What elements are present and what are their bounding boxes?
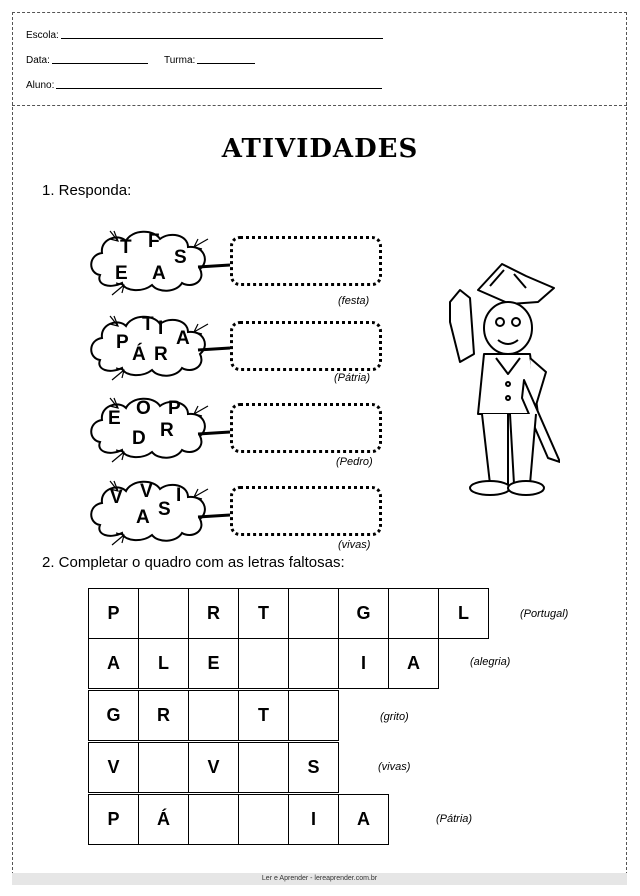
page-title: ATIVIDADES <box>221 134 419 164</box>
grid-cell[interactable] <box>238 742 289 793</box>
header-divider <box>12 105 627 106</box>
grid-row <box>88 638 438 689</box>
cloud-letter: S <box>174 247 187 268</box>
cloud-letter: E <box>108 408 121 429</box>
grid-cell[interactable]: I <box>288 794 339 845</box>
grid-row <box>88 742 338 793</box>
grid-cell[interactable]: L <box>438 588 489 639</box>
footer: Ler e Aprender - lereaprender.com.br <box>12 873 627 885</box>
cloud-letter: P <box>116 332 129 353</box>
grid-cell[interactable] <box>288 638 339 689</box>
answer-box[interactable] <box>230 236 382 286</box>
grid-cell[interactable] <box>388 588 439 639</box>
grid-cell[interactable]: R <box>138 690 189 741</box>
turma-line <box>197 62 255 64</box>
cloud-letter: Á <box>132 344 146 365</box>
grid-cell[interactable]: S <box>288 742 339 793</box>
cloud-letter: I <box>176 485 182 506</box>
escola-line <box>61 37 383 39</box>
cloud-letter: A <box>136 507 150 528</box>
grid-cell[interactable] <box>188 794 239 845</box>
grid-cell[interactable]: G <box>338 588 389 639</box>
grid-cell[interactable]: T <box>238 588 289 639</box>
data-label: Data: <box>26 55 50 66</box>
cloud-letter: E <box>115 263 128 284</box>
aluno-line <box>56 87 382 89</box>
grid-row <box>88 690 338 741</box>
data-line <box>52 62 148 64</box>
answer-hint: (festa) <box>338 295 370 307</box>
answer-hint: (vivas) <box>338 539 371 551</box>
grid-cell[interactable] <box>138 588 189 639</box>
grid-cell[interactable]: E <box>188 638 239 689</box>
cloud-letter: F <box>148 231 160 252</box>
cloud-letter: P <box>168 398 181 419</box>
sailor-illustration <box>430 262 560 497</box>
cloud-letter: R <box>154 344 168 365</box>
answer-hint: (Pedro) <box>336 456 373 468</box>
grid-cell[interactable]: P <box>88 794 139 845</box>
question-1-label: 1. Responda: <box>42 182 132 199</box>
grid-cell[interactable]: G <box>88 690 139 741</box>
grid-cell[interactable]: I <box>338 638 389 689</box>
cloud-row <box>88 392 388 472</box>
escola-label: Escola: <box>26 30 59 41</box>
grid-row-hint: (Pátria) <box>436 813 473 825</box>
cloud-letter: T <box>120 237 132 258</box>
cloud-row <box>88 310 388 390</box>
cloud-row <box>88 225 388 305</box>
grid-cell[interactable] <box>188 690 239 741</box>
grid-cell[interactable]: V <box>88 742 139 793</box>
cloud-letter: T <box>142 314 154 335</box>
cloud-letter: S <box>158 499 171 520</box>
grid-cell[interactable]: P <box>88 588 139 639</box>
grid-cell[interactable]: L <box>138 638 189 689</box>
cloud-letter: A <box>152 263 166 284</box>
aluno-label: Aluno: <box>26 80 55 91</box>
cloud-letter: I <box>158 318 164 339</box>
grid-cell[interactable]: A <box>88 638 139 689</box>
grid-cell[interactable]: R <box>188 588 239 639</box>
cloud-letter: D <box>132 428 146 449</box>
turma-label: Turma: <box>164 55 196 66</box>
cloud-row <box>88 475 388 555</box>
grid-row <box>88 588 488 639</box>
grid-cell[interactable]: A <box>388 638 439 689</box>
grid-cell[interactable] <box>288 690 339 741</box>
answer-box[interactable] <box>230 486 382 536</box>
cloud-letter: O <box>136 398 151 419</box>
answer-hint: (Pátria) <box>334 372 371 384</box>
answer-box[interactable] <box>230 321 382 371</box>
grid-cell[interactable] <box>238 794 289 845</box>
data-field[interactable] <box>26 55 148 66</box>
grid-cell[interactable] <box>288 588 339 639</box>
cloud-letter: A <box>176 328 190 349</box>
grid-cell[interactable]: A <box>338 794 389 845</box>
grid-cell[interactable]: V <box>188 742 239 793</box>
grid-row <box>88 794 388 845</box>
grid-row-hint: (vivas) <box>378 761 411 773</box>
grid-cell[interactable] <box>238 638 289 689</box>
aluno-field[interactable] <box>26 80 382 91</box>
grid-row-hint: (Portugal) <box>520 608 569 620</box>
question-2-label: 2. Completar o quadro com as letras faltosas: <box>42 554 345 571</box>
cloud-letter: R <box>160 420 174 441</box>
grid-row-hint: (alegria) <box>470 656 511 668</box>
grid-cell[interactable]: Á <box>138 794 189 845</box>
turma-field[interactable] <box>164 55 255 66</box>
grid-cell[interactable]: T <box>238 690 289 741</box>
cloud-letter: V <box>140 481 153 502</box>
grid-cell[interactable] <box>138 742 189 793</box>
answer-box[interactable] <box>230 403 382 453</box>
grid-row-hint: (grito) <box>380 711 409 723</box>
cloud-letter: V <box>110 487 123 508</box>
escola-field[interactable] <box>26 30 383 41</box>
